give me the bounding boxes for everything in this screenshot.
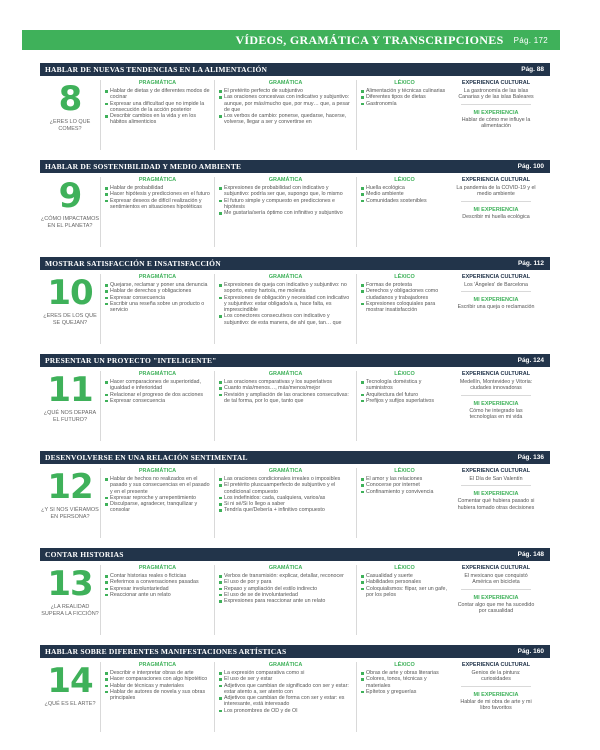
divider [461, 201, 531, 202]
unit-block [40, 451, 550, 538]
unit-question: ¿QUÉ ES EL ARTE? [44, 701, 96, 707]
gramatica-column [214, 274, 356, 344]
experiencia-heading: EXPERIENCIA CULTURAL [461, 565, 531, 571]
gramatica-item: Los pronombres de OD y de OI [219, 708, 352, 714]
gramatica-list [219, 282, 352, 326]
lexico-item: Huella ecológica [361, 185, 448, 191]
unit-number: 14 [47, 661, 93, 701]
pragmatica-item: Hablar de autores de novela y sus obras principales [105, 689, 210, 702]
gramatica-item: El pretérito pluscuamperfecto de subjuntivo y el condicional compuesto [219, 482, 352, 495]
unit-body [40, 464, 550, 538]
pragmatica-item: Expresar reproche y arrepentimiento [105, 495, 210, 501]
lexico-column [356, 565, 452, 635]
gramatica-list [219, 379, 352, 404]
lexico-heading: LÉXICO [394, 274, 415, 280]
gramatica-item: Adjetivos que cambian de significado con ser y estar: estar atento a, ser atento con [219, 683, 352, 696]
lexico-list [361, 573, 448, 598]
gramatica-list [219, 185, 352, 216]
gramatica-list [219, 476, 352, 514]
pragmatica-item: Expresar consecuencia [105, 398, 210, 404]
lexico-item: Coloquialismos: flipar, ser un gafe, por los pelos [361, 586, 448, 599]
lexico-column [356, 274, 452, 344]
unit-question: ¿Y SI NOS VIÉRAMOS EN PERSONA? [41, 507, 99, 520]
lexico-item: Comunidades sostenibles [361, 198, 448, 204]
mi-experiencia-heading: MI EXPERIENCIA [473, 297, 519, 304]
pragmatica-column [100, 371, 214, 441]
pragmatica-item: Hacer comparaciones de superioridad, igualdad e inferioridad [105, 379, 210, 392]
gramatica-item: Repaso y ampliación del estilo indirecto [219, 586, 352, 592]
pragmatica-item: Expresar consecuencia [105, 295, 210, 301]
pragmatica-column [100, 662, 214, 732]
gramatica-item: Las oraciones comparativas y los superlativos [219, 379, 352, 385]
pragmatica-heading: PRAGMÁTICA [138, 177, 177, 183]
pragmatica-item: Expresar involuntariedad [105, 586, 210, 592]
lexico-heading: LÉXICO [394, 565, 415, 571]
unit-body [40, 76, 550, 150]
pragmatica-heading: PRAGMÁTICA [138, 371, 177, 377]
mi-experiencia-text: Hablar de mi obra de arte y mi libro favoritos [460, 698, 532, 711]
pragmatica-list [105, 573, 210, 598]
gramatica-item: Expresiones para reaccionar ante un relato [219, 598, 352, 604]
unit-block [40, 160, 550, 247]
divider [461, 589, 531, 590]
unit-body [40, 658, 550, 732]
lexico-item: Prefijos y sufijos superlativos [361, 398, 448, 404]
pragmatica-list [105, 379, 210, 404]
unit-page: Pág. 100 [517, 163, 544, 170]
unit-question: ¿CÓMO IMPACTAMOS EN EL PLANETA? [40, 216, 100, 229]
gramatica-heading: GRAMÁTICA [268, 371, 303, 377]
experiencia-heading: EXPERIENCIA CULTURAL [461, 662, 531, 668]
pragmatica-item: Expresar una dificultad que no impide la consecución de la acción posterior [105, 101, 210, 114]
gramatica-heading: GRAMÁTICA [268, 80, 303, 86]
lexico-list [361, 88, 448, 107]
pragmatica-column [100, 565, 214, 635]
unit-question: ¿LA REALIDAD SUPERA LA FICCIÓN? [41, 604, 99, 617]
experiencia-text: Los 'Ángeles' de Barcelona [464, 282, 528, 288]
unit-header [40, 451, 550, 464]
unit-number-column [40, 80, 100, 150]
pragmatica-list [105, 476, 210, 514]
unit-number: 12 [47, 467, 93, 507]
unit-header [40, 63, 550, 76]
lexico-item: Obras de arte y obras literarias [361, 670, 448, 676]
banner-title: VÍDEOS, GRAMÁTICA Y TRANSCRIPCIONES [235, 32, 504, 47]
pragmatica-item: Relacionar el progreso de dos acciones [105, 392, 210, 398]
mi-experiencia-text: Cómo he integrado las tecnologías en mi vida [469, 407, 523, 420]
pragmatica-heading: PRAGMÁTICA [138, 80, 177, 86]
gramatica-item: Expresiones de probabilidad con indicativo y subjuntivo: podría ser que, supongo que, lo mismo [219, 185, 352, 198]
unit-body [40, 561, 550, 635]
pragmatica-item: Escribir una reseña sobre un producto o servicio [105, 301, 210, 314]
unit-title: HABLAR DE NUEVAS TENDENCIAS EN LA ALIMENTACIÓN [45, 65, 268, 74]
gramatica-heading: GRAMÁTICA [268, 274, 303, 280]
pragmatica-item: Hablar de hechos no realizados en el pasado y sus consecuencias en el pasado y en el presente [105, 476, 210, 495]
mi-experiencia-text: Hablar de cómo me influye la alimentación [461, 116, 531, 129]
experiencia-text: Medellín, Montevideo y Vitoria: ciudades innovadoras [459, 379, 533, 392]
divider [461, 686, 531, 687]
lexico-list [361, 476, 448, 495]
experiencia-column [452, 177, 540, 247]
pragmatica-heading: PRAGMÁTICA [138, 468, 177, 474]
unit-header [40, 354, 550, 367]
divider [461, 104, 531, 105]
experiencia-text: El mexicano que conquistó América en bicicleta [464, 573, 528, 586]
lexico-item: El amor y las relaciones [361, 476, 448, 482]
unit-number-column [40, 177, 100, 247]
lexico-heading: LÉXICO [394, 177, 415, 183]
pragmatica-item: Hablar de derechos y obligaciones [105, 288, 210, 294]
experiencia-column [452, 662, 540, 732]
gramatica-list [219, 573, 352, 604]
unit-page: Pág. 148 [517, 551, 544, 558]
gramatica-column [214, 468, 356, 538]
pragmatica-list [105, 670, 210, 701]
gramatica-item: Verbos de transmisión: explicar, detallar, reconocer [219, 573, 352, 579]
unit-number: 13 [47, 564, 93, 604]
gramatica-item: El futuro simple y compuesto en predicciones e hipótesis [219, 198, 352, 211]
pragmatica-item: Contar historias reales o ficticias [105, 573, 210, 579]
lexico-item: Tecnología doméstica y suministros [361, 379, 448, 392]
lexico-column [356, 177, 452, 247]
mi-experiencia-text: Comentar qué hubiera pasado si hubiera tomado otras decisiones [457, 498, 535, 511]
experiencia-column [452, 274, 540, 344]
pragmatica-item: Hablar de técnicas y materiales [105, 683, 210, 689]
experiencia-heading: EXPERIENCIA CULTURAL [461, 371, 531, 377]
unit-title: CONTAR HISTORIAS [45, 550, 124, 559]
mi-experiencia-heading: MI EXPERIENCIA [473, 206, 519, 213]
experiencia-text: La pandemia de la COVID-19 y el medio ambiente [456, 185, 536, 198]
gramatica-item: Los conectores consecutivos con indicativo y subjuntivo: de esta manera, de ahí que, tan… que [219, 313, 352, 326]
unit-question: ¿ERES LO QUE COMES? [49, 119, 91, 132]
unit-title: HABLAR SOBRE DIFERENTES MANIFESTACIONES ARTÍSTICAS [45, 647, 287, 656]
lexico-item: Habilidades personales [361, 579, 448, 585]
pragmatica-heading: PRAGMÁTICA [138, 274, 177, 280]
pragmatica-column [100, 177, 214, 247]
experiencia-heading: EXPERIENCIA CULTURAL [461, 177, 531, 183]
experiencia-heading: EXPERIENCIA CULTURAL [461, 80, 531, 86]
lexico-item: Medio ambiente [361, 191, 448, 197]
pragmatica-list [105, 88, 210, 126]
pragmatica-item: Hacer hipótesis y predicciones en el futuro [105, 191, 210, 197]
gramatica-item: El uso de ser y estar [219, 676, 352, 682]
unit-page: Pág. 112 [517, 260, 544, 267]
pragmatica-column [100, 80, 214, 150]
lexico-item: Formas de protesta [361, 282, 448, 288]
unit-body [40, 367, 550, 441]
lexico-column [356, 662, 452, 732]
experiencia-text: La gastronomía de las islas Canarias y de las islas Baleares [458, 88, 534, 101]
pragmatica-column [100, 468, 214, 538]
gramatica-column [214, 662, 356, 732]
unit-body [40, 173, 550, 247]
divider [461, 395, 531, 396]
experiencia-column [452, 371, 540, 441]
lexico-column [356, 371, 452, 441]
gramatica-heading: GRAMÁTICA [268, 177, 303, 183]
unit-title: MOSTRAR SATISFACCIÓN E INSATISFACCIÓN [45, 259, 221, 268]
gramatica-list [219, 88, 352, 126]
pragmatica-item: Hacer comparaciones con algo hipotético [105, 676, 210, 682]
unit-page: Pág. 160 [517, 648, 544, 655]
pragmatica-item: Expresar deseos de difícil realización y sentimientos en situaciones hipotéticas [105, 198, 210, 211]
pragmatica-item: Reaccionar ante un relato [105, 592, 210, 598]
gramatica-list [219, 670, 352, 714]
unit-header [40, 160, 550, 173]
gramatica-item: Los indefinidos: cada, cualquiera, varios/as [219, 495, 352, 501]
lexico-heading: LÉXICO [394, 468, 415, 474]
pragmatica-column [100, 274, 214, 344]
unit-number-column [40, 371, 100, 441]
mi-experiencia-heading: MI EXPERIENCIA [473, 400, 519, 407]
mi-experiencia-text: Describir mi huella ecológica [462, 213, 530, 220]
experiencia-text: Genios de la pintura: curiosidades [471, 670, 521, 683]
lexico-list [361, 185, 448, 204]
unit-number-column [40, 565, 100, 635]
lexico-heading: LÉXICO [394, 371, 415, 377]
unit-page: Pág. 124 [517, 357, 544, 364]
lexico-item: Gastronomía [361, 101, 448, 107]
unit-number: 10 [47, 273, 93, 313]
unit-number: 11 [47, 370, 93, 410]
unit-header [40, 548, 550, 561]
unit-question: ¿ERES DE LOS QUE SE QUEJAN? [43, 313, 97, 326]
lexico-list [361, 282, 448, 313]
gramatica-item: Cuanto más/menos…, más/menos/mejor [219, 385, 352, 391]
unit-block [40, 354, 550, 441]
pragmatica-item: Hablar de probabilidad [105, 185, 210, 191]
gramatica-heading: GRAMÁTICA [268, 468, 303, 474]
lexico-item: Alimentación y técnicas culinarias [361, 88, 448, 94]
lexico-item: Casualidad y suerte [361, 573, 448, 579]
lexico-heading: LÉXICO [394, 80, 415, 86]
experiencia-heading: EXPERIENCIA CULTURAL [461, 274, 531, 280]
unit-title: DESENVOLVERSE EN UNA RELACIÓN SENTIMENTAL [45, 453, 248, 462]
lexico-column [356, 80, 452, 150]
pragmatica-list [105, 282, 210, 313]
unit-block [40, 257, 550, 344]
unit-title: HABLAR DE SOSTENIBILIDAD Y MEDIO AMBIENTE [45, 162, 242, 171]
unit-number-column [40, 468, 100, 538]
divider [461, 485, 531, 486]
unit-number: 9 [58, 176, 82, 216]
gramatica-item: El pretérito perfecto de subjuntivo [219, 88, 352, 94]
lexico-heading: LÉXICO [394, 662, 415, 668]
pragmatica-item: Describir e interpretar obras de arte [105, 670, 210, 676]
experiencia-column [452, 565, 540, 635]
gramatica-item: Expresiones de queja con indicativo y subjuntivo: no soporto, estoy harto/a, me molesta [219, 282, 352, 295]
unit-block [40, 63, 550, 150]
lexico-item: Colores, tonos, técnicas y materiales [361, 676, 448, 689]
gramatica-item: El uso de se de involuntariedad [219, 592, 352, 598]
gramatica-item: Me gustaría/sería óptimo con infinitivo y subjuntivo [219, 210, 352, 216]
lexico-item: Arquitectura del futuro [361, 392, 448, 398]
lexico-item: Derechos y obligaciones como ciudadanos y trabajadores [361, 288, 448, 301]
gramatica-heading: GRAMÁTICA [268, 565, 303, 571]
banner-page: Pág. 172 [513, 35, 548, 45]
gramatica-item: Las oraciones concesivas con indicativo y subjuntivo: aunque, por más/mucho que, por muy… que, a pesar de que [219, 94, 352, 113]
experiencia-text: El Día de San Valentín [469, 476, 523, 482]
lexico-item: Diferentes tipos de dietas [361, 94, 448, 100]
divider [461, 291, 531, 292]
pragmatica-item: Referirnos a conversaciones pasadas [105, 579, 210, 585]
mi-experiencia-heading: MI EXPERIENCIA [473, 491, 519, 498]
pragmatica-item: Hablar de dietas y de diferentes modos de cocinar [105, 88, 210, 101]
lexico-column [356, 468, 452, 538]
pragmatica-heading: PRAGMÁTICA [138, 662, 177, 668]
pragmatica-heading: PRAGMÁTICA [138, 565, 177, 571]
unit-page: Pág. 88 [521, 66, 544, 73]
gramatica-item: La expresión comparativa como si [219, 670, 352, 676]
mi-experiencia-heading: MI EXPERIENCIA [473, 691, 519, 698]
mi-experiencia-text: Escribir una queja o reclamación [457, 304, 535, 311]
pragmatica-item: Disculparse, agradecer, tranquilizar y consolar [105, 501, 210, 514]
lexico-item: Epítetos y greguerías [361, 689, 448, 695]
experiencia-column [452, 80, 540, 150]
unit-block [40, 645, 550, 732]
mi-experiencia-heading: MI EXPERIENCIA [473, 594, 519, 601]
section-banner [22, 30, 560, 50]
gramatica-column [214, 177, 356, 247]
pragmatica-list [105, 185, 210, 210]
unit-body [40, 270, 550, 344]
lexico-item: Expresiones coloquiales para mostrar insatisfacción [361, 301, 448, 314]
gramatica-column [214, 565, 356, 635]
gramatica-item: Adjetivos que cambian de forma con ser y estar: es interesante, está interesado [219, 695, 352, 708]
unit-question: ¿QUÉ NOS DEPARA EL FUTURO? [43, 410, 97, 423]
gramatica-item: Revisión y ampliación de las oraciones consecutivas: de tal forma, por lo que, tanto que [219, 392, 352, 405]
gramatica-item: Las oraciones condicionales irreales o imposibles [219, 476, 352, 482]
unit-block [40, 548, 550, 635]
experiencia-heading: EXPERIENCIA CULTURAL [461, 468, 531, 474]
lexico-item: Confinamiento y convivencia [361, 489, 448, 495]
unit-page: Pág. 136 [517, 454, 544, 461]
lexico-list [361, 379, 448, 404]
lexico-list [361, 670, 448, 695]
unit-number-column [40, 662, 100, 732]
gramatica-item: Tendría que/Debería + infinitivo compuesto [219, 507, 352, 513]
gramatica-item: El uso de por y para [219, 579, 352, 585]
unit-number: 8 [58, 79, 82, 119]
lexico-item: Conocerse por internet [361, 482, 448, 488]
unit-title: PRESENTAR UN PROYECTO "INTELIGENTE" [45, 356, 217, 365]
unit-number-column [40, 274, 100, 344]
gramatica-column [214, 80, 356, 150]
gramatica-item: Los verbos de cambio: ponerse, quedarse, hacerse, volverse, llegar a ser y convertirse en [219, 113, 352, 126]
gramatica-item: Si ni sé/Si lo llego a saber [219, 501, 352, 507]
gramatica-item: Expresiones de obligación y necesidad con indicativo y subjuntivo: estar obligado/a a, hace falta, es imprescindible [219, 295, 352, 314]
unit-header [40, 257, 550, 270]
mi-experiencia-text: Contar algo que me ha sucedido por casualidad [457, 601, 535, 614]
pragmatica-item: Quejarse, reclamar y poner una denuncia [105, 282, 210, 288]
pragmatica-item: Describir cambios en la vida y en los hábitos alimenticios [105, 113, 210, 126]
mi-experiencia-heading: MI EXPERIENCIA [473, 109, 519, 116]
gramatica-heading: GRAMÁTICA [268, 662, 303, 668]
unit-header [40, 645, 550, 658]
gramatica-column [214, 371, 356, 441]
experiencia-column [452, 468, 540, 538]
